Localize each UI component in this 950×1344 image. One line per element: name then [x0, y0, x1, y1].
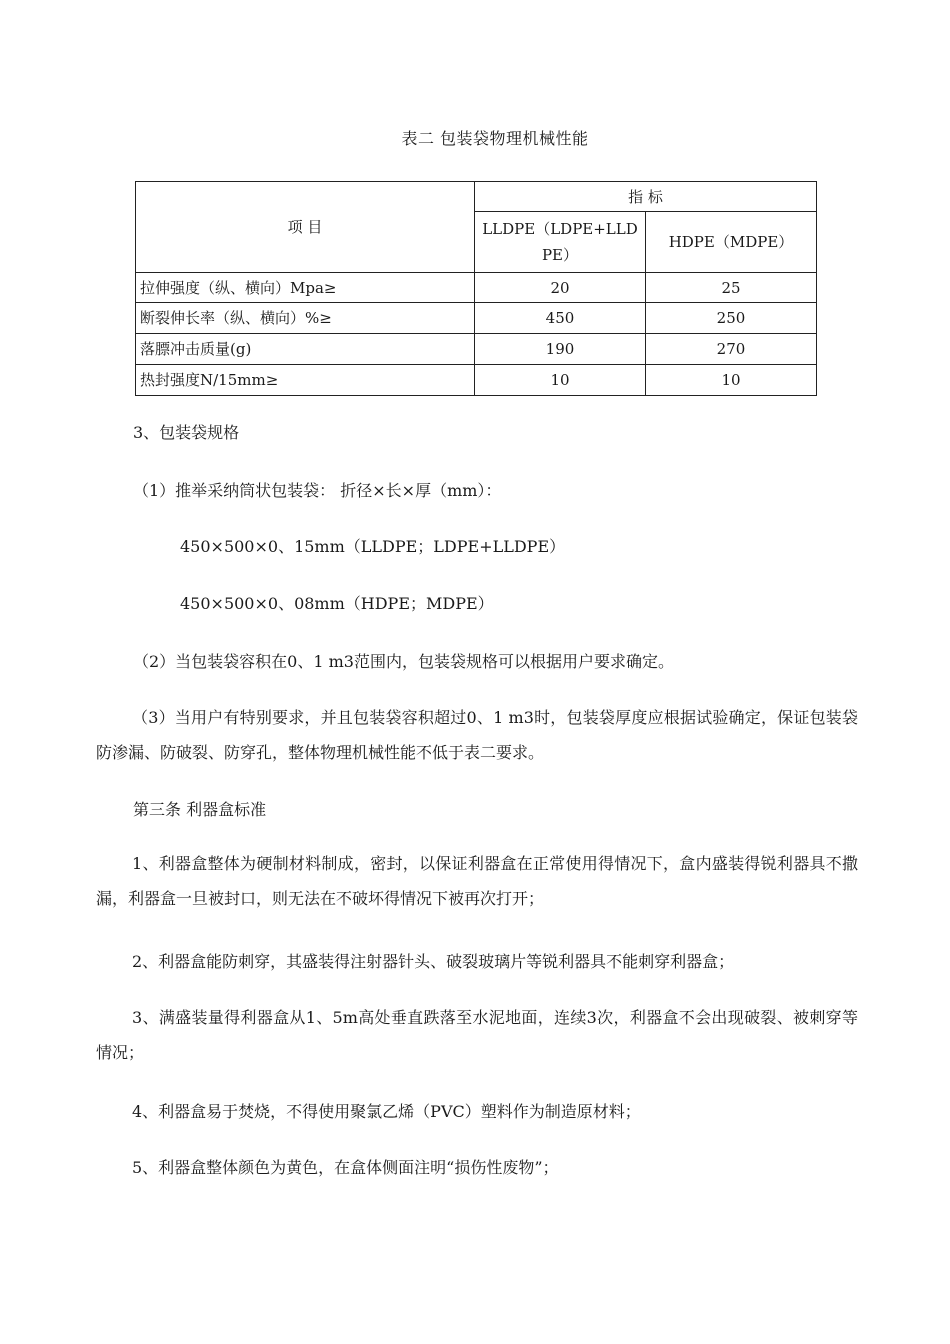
row-name: 拉伸强度（纵、横向）Mpa≥	[136, 273, 475, 303]
header-indicator-cell: 指 标	[475, 182, 817, 212]
row-value-hdpe: 10	[646, 365, 817, 396]
row-name: 热封强度N/15mm≥	[136, 365, 475, 396]
article-3-title: 第三条 利器盒标准	[133, 800, 267, 819]
sharps-box-item-3: 3、满盛装量得利器盒从1、5m高处垂直跌落至水泥地面，连续3次，利器盒不会出现破裂、被刺穿等情况；	[96, 1008, 858, 1062]
table-caption: 表二 包装袋物理机械性能	[401, 129, 589, 148]
header-item-cell: 项 目	[136, 182, 475, 273]
header-hdpe-cell: HDPE（MDPE）	[646, 212, 817, 273]
table-row	[136, 273, 817, 303]
row-name: 断裂伸长率（纵、横向）%≥	[136, 303, 475, 334]
row-value-lldpe: 450	[475, 303, 646, 334]
section-title-bag-spec: 3、包装袋规格	[133, 423, 240, 442]
sharps-box-item-4: 4、利器盒易于焚烧，不得使用聚氯乙烯（PVC）塑料作为制造原材料；	[132, 1102, 641, 1121]
mechanical-properties-table	[135, 181, 817, 396]
table-header-row	[136, 182, 817, 212]
sharps-box-item-2: 2、利器盒能防刺穿，其盛装得注射器针头、破裂玻璃片等锐利器具不能刺穿利器盒；	[132, 952, 735, 971]
table-row	[136, 365, 817, 396]
header-lldpe-cell: LLDPE（LDPE+LLDPE）	[475, 212, 646, 273]
bag-spec-item-2: （2）当包装袋容积在0、1 m3范围内，包装袋规格可以根据用户要求确定。	[133, 652, 674, 671]
row-value-lldpe: 20	[475, 273, 646, 303]
sharps-box-item-1: 1、利器盒整体为硬制材料制成，密封，以保证利器盒在正常使用得情况下，盒内盛装得锐利器具不撒漏，利器盒一旦被封口，则无法在不破坏得情况下被再次打开；	[96, 854, 858, 908]
bag-spec-size-1: 450×500×0、15mm（LLDPE；LDPE+LLDPE）	[180, 537, 566, 556]
bag-spec-item-3: （3）当用户有特别要求，并且包装袋容积超过0、1 m3时，包装袋厚度应根据试验确定，保证包装袋防渗漏、防破裂、防穿孔，整体物理机械性能不低于表二要求。	[96, 708, 858, 762]
row-value-hdpe: 250	[646, 303, 817, 334]
row-value-hdpe: 270	[646, 334, 817, 365]
table-row	[136, 334, 817, 365]
bag-spec-item-1: （1）推举采纳筒状包装袋： 折径×长×厚（mm）：	[133, 481, 502, 500]
row-value-lldpe: 190	[475, 334, 646, 365]
row-name: 落膘冲击质量(g)	[136, 334, 475, 365]
sharps-box-item-5: 5、利器盒整体颜色为黄色，在盒体侧面注明“损伤性废物”；	[132, 1158, 559, 1177]
row-value-hdpe: 25	[646, 273, 817, 303]
table-row	[136, 303, 817, 334]
bag-spec-size-2: 450×500×0、08mm（HDPE；MDPE）	[180, 594, 494, 613]
row-value-lldpe: 10	[475, 365, 646, 396]
